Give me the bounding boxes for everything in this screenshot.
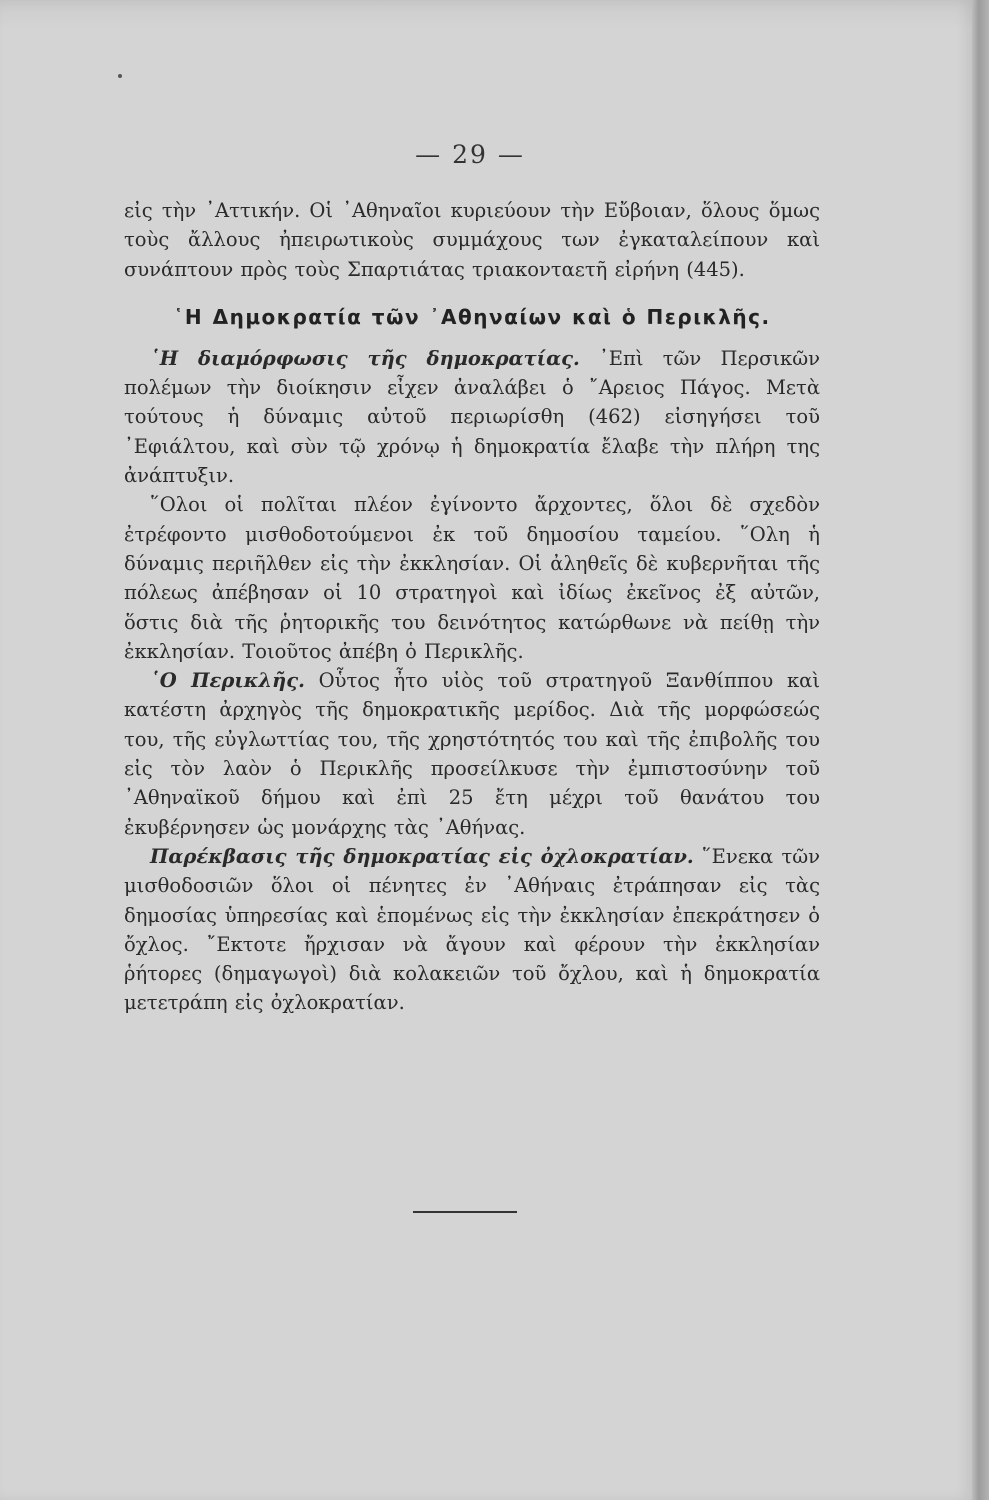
page-number: — 29 — [415, 140, 525, 169]
paragraph-citizens: ῞Ολοι οἱ πολῖται πλέον ἐγίνοντο ἄρχοντες, ὅλοι δὲ σχεδὸν ἐτρέφοντο μισθοδοτούμενοι ἐκ τοῦ δημοσίου ταμείου. ῞Ολη ἡ δύναμις περιῆλθεν εἰς τὴν ἐκκλησίαν. Οἱ ἀληθεῖς δὲ κυβερνῆται τῆς πόλεως ἀπέβησαν οἱ 10 στρατηγοὶ καὶ ἰδίως ἐκεῖνος ἐξ αὐτῶν, ὅστις διὰ τῆς ῥητορικῆς του δεινότητος κατώρθωνε νὰ πείθῃ τὴν ἐκκλησίαν. Τοιοῦτος ἀπέβη ὁ Περικλῆς. [124, 493, 820, 663]
paragraph-body-ochlocracy: ῞Ενεκα τῶν μισθοδοσιῶν ὅλοι οἱ πένητες ἐν ᾿Αθήναις ἐτράπησαν εἰς τὰς δημοσίας ὑπηρεσίας καὶ ἑπομένως εἰς τὴν ἐκκλησίαν ἐπεκράτησεν ὁ ὄχλος. ῎Εκτοτε ἤρχισαν νὰ ἄγουν καὶ φέρουν τὴν ἐκκλησίαν ῥήτορες (δημαγωγοὶ) διὰ κολακειῶν τοῦ ὄχλου, καὶ ἡ δημοκρατία μετετράπη εἰς ὀχλοκρατίαν. [124, 844, 820, 1015]
paragraph-title-ochlocracy: Παρέκβασις τῆς δημοκρατίας εἰς ὀχλοκρατίαν. [150, 844, 694, 868]
paragraph-democracy-formation [124, 344, 820, 490]
paragraph-ochlocracy [124, 842, 820, 1018]
paragraph-title-democracy-formation: ῾Η διαμόρφωσις τῆς δημοκρατίας. [150, 346, 580, 370]
end-separator-line [413, 1211, 517, 1213]
paragraph-body-pericles: Οὗτος ἦτο υἱὸς τοῦ στρατηγοῦ Ξανθίππου καὶ κατέστη ἀρχηγὸς τῆς δημοκρατικῆς μερίδος. Διὰ τῆς μορφώσεώς του, τῆς εὐγλωττίας του, τῆς χρηστότητός του καὶ τῆς ἐπιβολῆς του εἰς τὸν λαὸν ὁ Περικλῆς προσείλκυσε τὴν ἐμπιστοσύνην τοῦ ᾿Αθηναϊκοῦ δήμου καὶ ἐπὶ 25 ἔτη μέχρι τοῦ θανάτου του ἐκυβέρνησεν ὡς μονάρχης τὰς ᾿Αθήνας. [124, 669, 820, 839]
paragraph-title-pericles: ῾Ο Περικλῆς. [150, 669, 305, 693]
page-top-shadow [0, 0, 972, 30]
paragraph-attica: εἰς τὴν ᾿Αττικήν. Οἱ ᾿Αθηναῖοι κυριεύουν τὴν Εὔβοιαν, ὅλους ὅμως τοὺς ἄλλους ἠπειρωτικοὺς συμμάχους των ἐγκαταλείπουν καὶ συνάπτουν πρὸς τοὺς Σπαρτιάτας τριακονταετῆ εἰρήνη (445). [124, 199, 820, 281]
section-heading: ῾Η Δημοκρατία τῶν ᾿Αθηναίων καὶ ὁ Περικλῆς. [173, 304, 771, 329]
paragraph-pericles [124, 666, 820, 842]
page-body [124, 196, 820, 1018]
paper-speck [118, 74, 122, 78]
page-right-edge [972, 0, 989, 1500]
paragraph-body-democracy-formation: ᾿Επὶ τῶν Περσικῶν πολέμων τὴν διοίκησιν εἶχεν ἀναλάβει ὁ ῎Αρειος Πάγος. Μετὰ τούτους ἡ δύναμις αὐτοῦ περιωρίσθη (462) εἰσηγήσει τοῦ ᾿Εφιάλτου, καὶ σὺν τῷ χρόνῳ ἡ δημοκρατία ἔλαβε τὴν πλήρη της ἀνάπτυξιν. [124, 346, 820, 488]
